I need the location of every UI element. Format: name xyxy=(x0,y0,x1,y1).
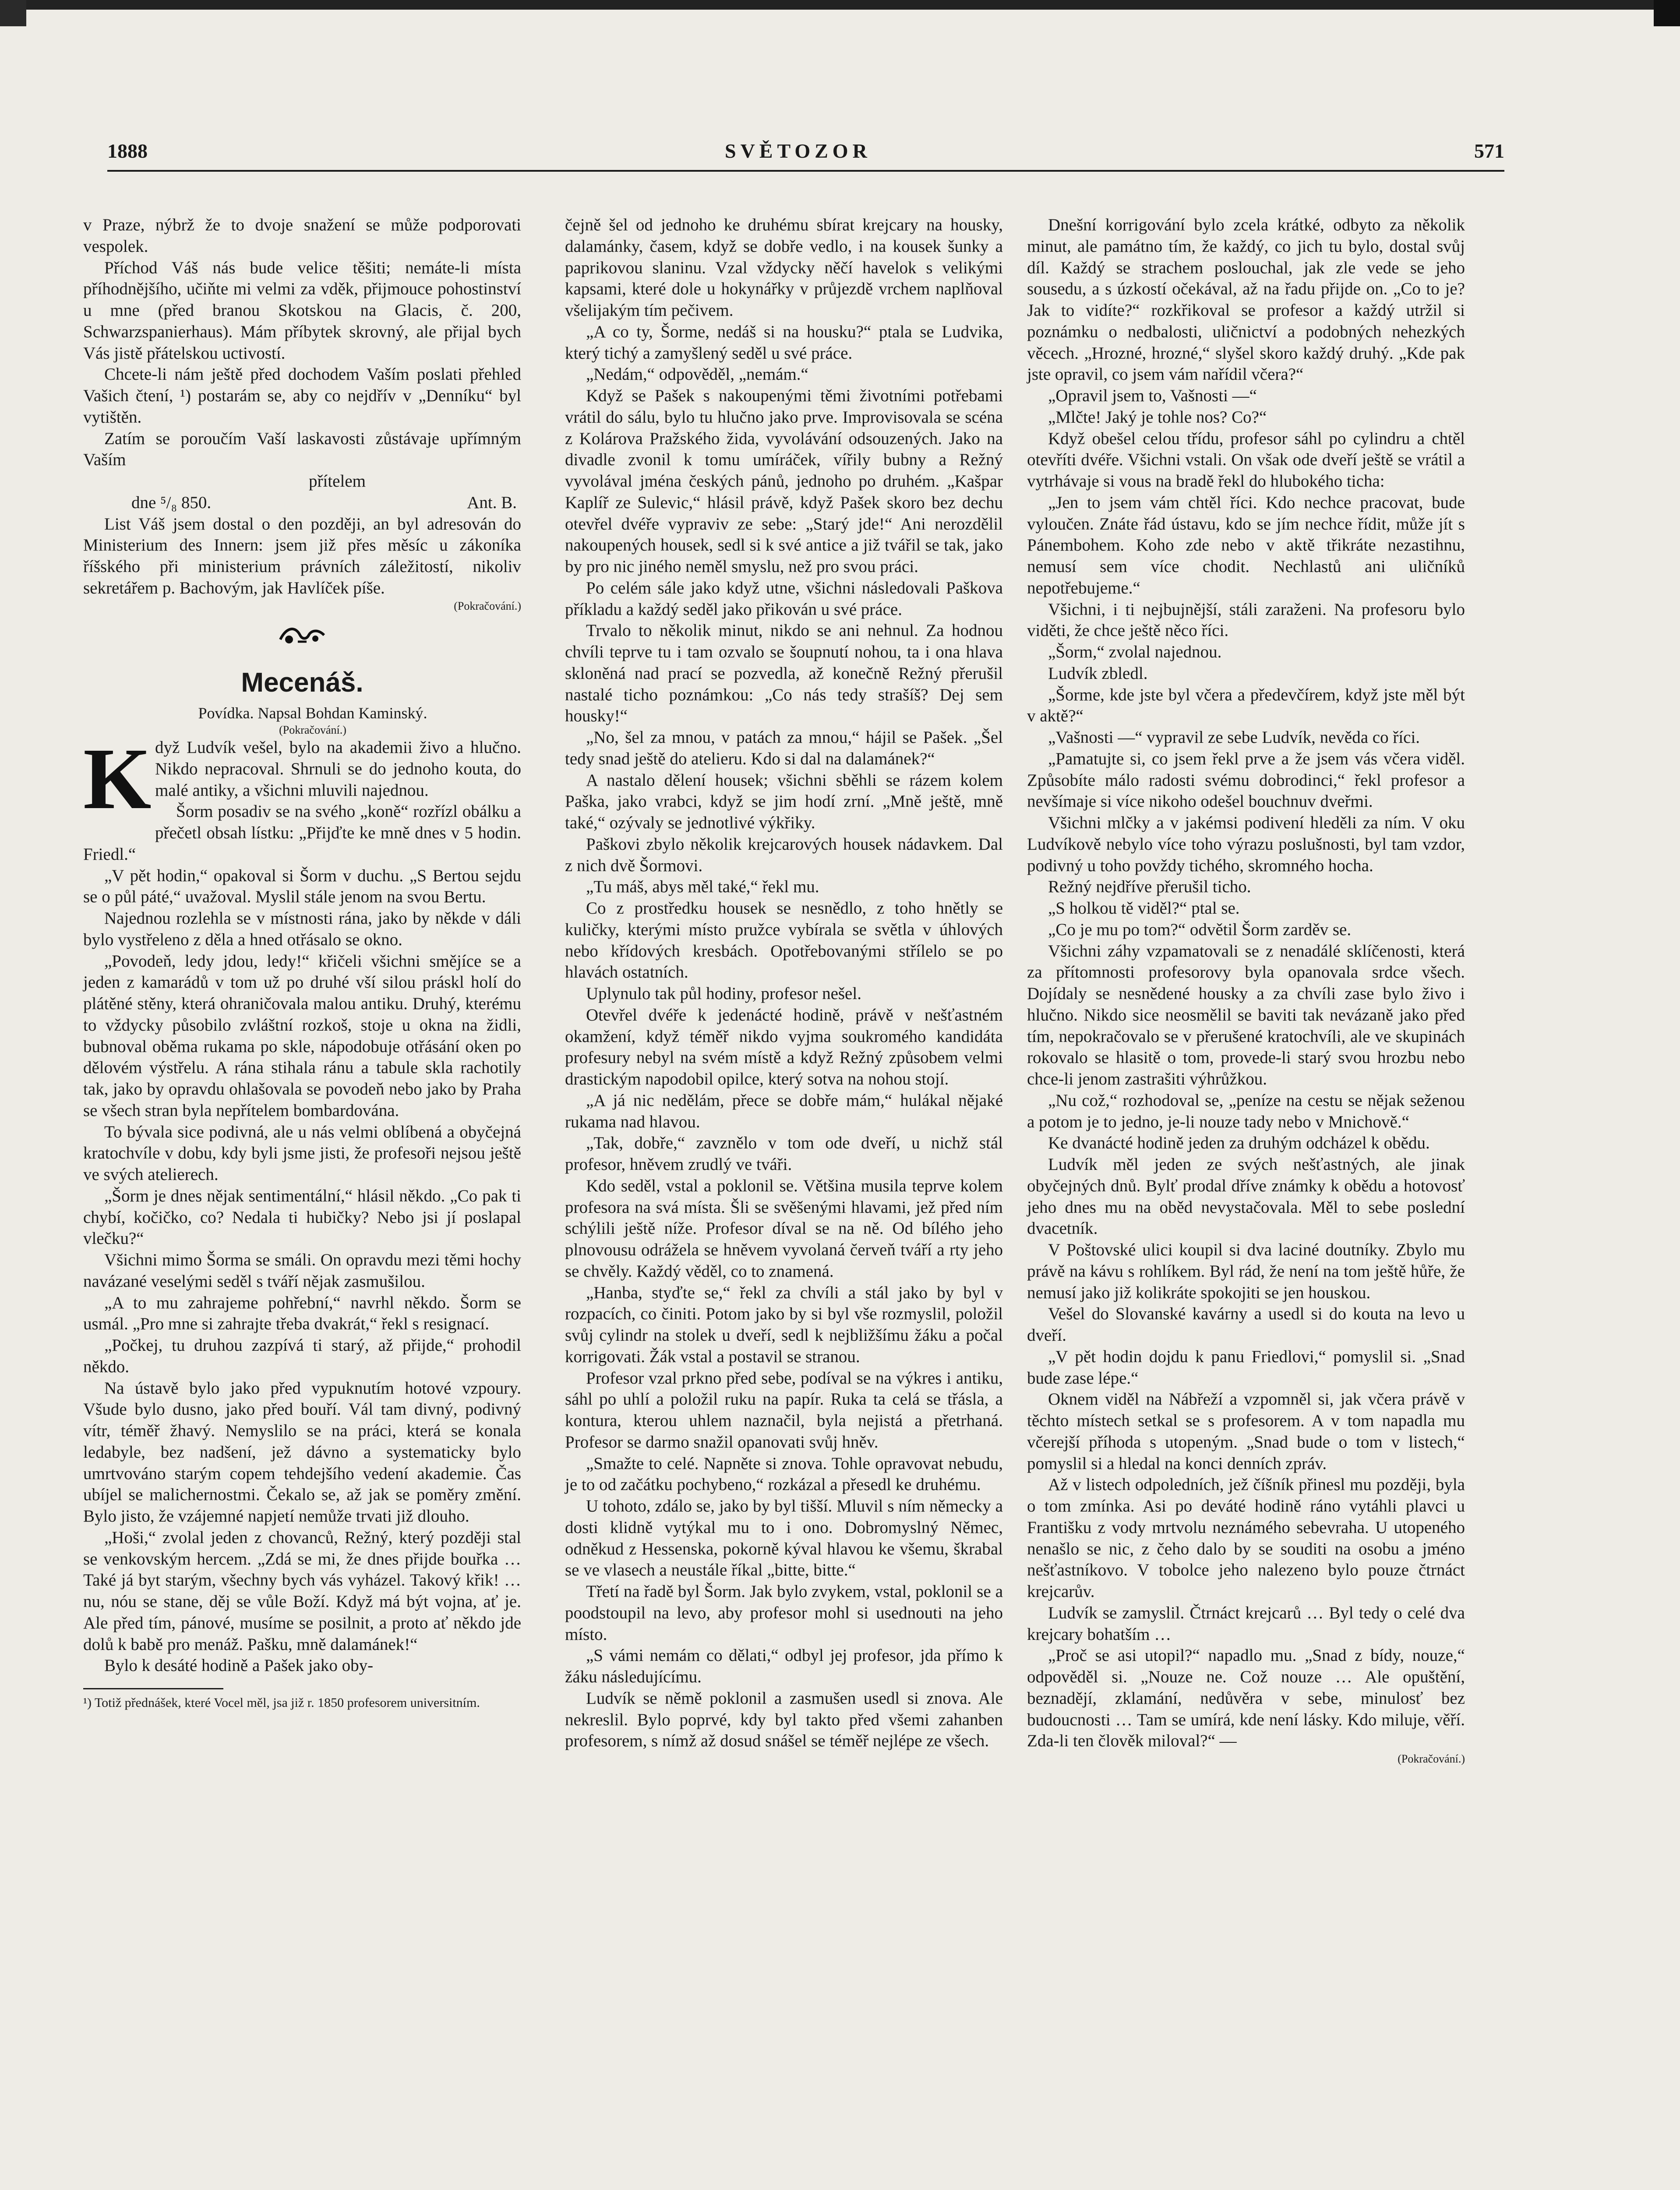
story-paragraph: „No, šel za mnou, v patách za mnou,“ hájil se Pašek. „Šel tedy snad ještě do atelieru. Kdo si dal na dalamánek?“ xyxy=(565,728,1003,768)
story-paragraph: Ludvík se němě poklonil a zasmušen usedl si znova. Ale nekreslil. Bylo poprvé, kdy byl takto před všemi zahanben profesorem, s nímž až dosud snášel se téměř nejlépe ze všech. xyxy=(565,1688,1003,1751)
story-paragraph: „Mlčte! Jaký je tohle nos? Co?“ xyxy=(1048,407,1267,427)
story-paragraph: „Počkej, tu druhou zazpívá ti starý, až přijde,“ prohodil někdo. xyxy=(83,1336,521,1376)
story-paragraph: „Jen to jsem vám chtěl říci. Kdo nechce pracovat, bude vyloučen. Znáte řád ústavu, kdo se jím nechce řídit, může jít s Pánembohem. Koho zde nebo v aktě třikráte nezastihnu, nemusí sem více chodit. Nechlastů ani uličníků nepotřebujeme.“ xyxy=(1027,493,1465,597)
journal-title: SVĚTOZOR xyxy=(725,140,872,162)
story-paragraph: U tohoto, zdálo se, jako by byl tišší. Mluvil s ním německy a dosti klidně vytýkal mu to i ono. Dobromyslný Němec, odněkud z Hessenska, pokorně kýval hlavou ke všemu, škrabal se ve vlasech a neustále říkal „bitte, bitte.“ xyxy=(565,1497,1003,1580)
story-paragraph: Kdo seděl, vstal a poklonil se. Většina musila teprve kolem profesora na svá místa. Šli se svěšenými hlavami, jež před ním schýlili ještě níže. Profesor díval se na ně. Od bílého jeho plnovousu odrážela se hněvem vyvolaná červeň tváří a rty jeho se chvěly. Každý věděl, co to znamená. xyxy=(565,1176,1003,1281)
scan-top-edge xyxy=(0,0,1680,10)
story-paragraph: „V pět hodin,“ opakoval si Šorm v duchu. „S Bertou sejdu se o půl páté,“ uvažoval. Myslil stále jenom na svou Bertu. xyxy=(83,866,521,907)
story-paragraph: Všichni, i ti nejbujnější, stáli zaraženi. Na profesoru bylo viděti, že chce ještě něco říci. xyxy=(1027,600,1465,640)
story-paragraph: Oknem viděl na Nábřeží a vzpomněl si, jak včera právě v těchto místech setkal se s profesorem. A v tom napadla mu včerejší příhoda s utopeným. „Snad bude o tom v listech,“ pomyslil si a hledal na konci denních zpráv. xyxy=(1027,1390,1465,1473)
story-paragraph: „Vašnosti —“ vypravil ze sebe Ludvík, nevěda co říci. xyxy=(1048,728,1420,747)
story-paragraph: Najednou rozlehla se v místnosti rána, jako by někde v dáli bylo vystřeleno z děla a hned otřásalo se okno. xyxy=(83,909,521,949)
story-paragraph: Když se Pašek s nakoupenými těmi životními potřebami vrátil do sálu, bylo tu hlučno jako prve. Improvisovala se scéna z Kolárova Pražského žida, vyvolávání odsouzených. Jako na divadle zvonil k tomu umíráček, vířily bubny a Režný vyvolával jména českých pánů, jednoho po druhém. „Kašpar Kaplíř ze Sulevic,“ hlásil právě, když Pašek skoro bez dechu otevřel dvéře vypraviv ze sebe: „Starý jde!“ Ani nerozdělil nakoupených housek, sedl si k své antice a již tvářil se tak, jako by pro nic jiného neměl smyslu, než pro svou práci. xyxy=(565,386,1003,576)
story-paragraph: Co z prostředku housek se nesnědlo, z toho hnětly se kuličky, kterými místo pružce vybírala se světla v úhlových nebo křídových kresbách. Opotřebovanými střílelo se po hlavách ostatních. xyxy=(565,899,1003,982)
letter-closing: přítelem xyxy=(309,472,366,491)
story-paragraph: „Pamatujte si, co jsem řekl prve a že jsem vás včera viděl. Způsobíte málo radosti svému dobrodinci,“ řekl profesor a nevšímaje si více nikoho odešel bouchnuv dveřmi. xyxy=(1027,749,1465,811)
story-paragraph: „A já nic nedělám, přece se dobře mám,“ hulákal nějaké rukama nad hlavou. xyxy=(565,1091,1003,1131)
letter-signature-line xyxy=(83,492,521,514)
story-title: Mecenáš. xyxy=(241,668,364,698)
story-paragraph: Trvalo to několik minut, nikdo se ani nehnul. Za hodnou chvíli teprve tu i tam ozvalo se šoupnutí nohou, ta i ona hlava skloněná nad prací se pozvedla, až konečně Režný přerušil nastalé ticho poznámkou: „Co nás tedy strašíš? Dej sem housky!“ xyxy=(565,621,1003,726)
letter-paragraph: Zatím se poroučím Vaší laskavosti zůstávaje upřímným Vaším xyxy=(83,429,521,470)
fleuron-ornament-icon xyxy=(83,622,521,653)
story-paragraph: Paškovi zbylo několik krejcarových housek nádavkem. Dal z nich dvě Šormovi. xyxy=(565,834,1003,875)
continuation-note: (Pokračování.) xyxy=(1398,1752,1465,1765)
story-paragraph: Vešel do Slovanské kavárny a usedl si do kouta na levo u dveří. xyxy=(1027,1304,1465,1345)
story-paragraph: Otevřel dvéře k jedenácté hodině, právě v nešťastném okamžení, když téměř nikdo vyjma soukromého kandidáta profesury nebyl na svém místě a když Režný způsobem velmi drastickým napodobil opilce, který sotva na nohou stojí. xyxy=(565,1005,1003,1088)
column-middle xyxy=(565,215,1003,1752)
story-paragraph: dyž Ludvík vešel, bylo na akademii živo a hlučno. Nikdo nepracoval. Shrnuli se do jednoho kouta, do malé antiky, a všichni mluvili najednou. xyxy=(155,738,521,800)
page-number: 571 xyxy=(1474,140,1504,162)
letter-paragraph: List Váš jsem dostal o den později, an byl adresován do Ministerium des Innern: jsem již přes měsíc u zákoníka říšského při ministerium právních záležitostí, nikoliv sekretářem p. Bachovým, jak Havlíček píše. xyxy=(83,514,521,597)
story-paragraph: „Hoši,“ zvolal jeden z chovanců, Režný, který později stal se venkovským hercem. „Zdá se mi, že dnes přijde bouřka … Také já byt starým, všechny bych vás vyházel. Takový křik! … nu, nóu se stane, děj se vůle Boží. Když má být vojna, ať je. Ale před tím, pánové, musíme se posilnit, a proto ať někdo jde dolů k babě pro menáž. Pašku, mně dalamánek!“ xyxy=(83,1528,521,1654)
drop-cap: K xyxy=(83,731,152,827)
story-paragraph: „Nedám,“ odpověděl, „nemám.“ xyxy=(586,365,808,384)
story-paragraph: To bývala sice podivná, ale u nás velmi oblíbená a obyčejná kratochvíle v dobu, kdy byli jsme jisti, že profesoři nejsou ještě ve svých atelierech. xyxy=(83,1122,521,1184)
story-paragraph: Ludvík měl jeden ze svých nešťastných, ale jinak obyčejných dnů. Bylť prodal dříve známky k obědu a hotovosť jeho dnes mu na oběd nevystačovala. Měl to sebe poslední dvacetník. xyxy=(1027,1155,1465,1238)
story-paragraph: V Poštovské ulici koupil si dva laciné doutníky. Zbylo mu právě na kávu s rohlíkem. Byl rád, že není na tom ještě hůře, že nemusí jako již kolikráte spokojiti se jen houskou. xyxy=(1027,1240,1465,1302)
footnote: ¹) Totiž přednášek, které Vocel měl, jsa již r. 1850 profesorem universitním. xyxy=(83,1695,480,1710)
story-paragraph: „V pět hodin dojdu k panu Friedlovi,“ pomyslil si. „Snad bude zase lépe.“ xyxy=(1027,1347,1465,1388)
story-paragraph: Po celém sále jako když utne, všichni následovali Paškova příkladu a každý seděl jako přikován u své práce. xyxy=(565,578,1003,619)
story-paragraph: Všichni záhy vzpamatovali se z nenadálé sklíčenosti, která za přítomnosti profesorovy byla opanovala srdce všech. Dojídaly se nesnědené housky a za chvíli zase bylo živo i hlučno. Nikdo sice neosmělil se baviti tak nevázaně jako před tím, nepokračovalo se v přerušené kratochvíli, ale ve skupinách rokovalo se hlasitě o tom, provede-li starý svou hrozbu nebo chce-li jenom zastrašiti výhrůžkou. xyxy=(1027,941,1465,1088)
story-paragraph: Šorm posadiv se na svého „koně“ rozřízl obálku a přečetl obsah lístku: „Přijďte ke mně dnes v 5 hodin. Friedl.“ xyxy=(83,802,521,864)
story-paragraph: Dnešní korrigování bylo zcela krátké, odbyto za několik minut, ale památno tím, že každý, co jich tu bylo, dostal svůj díl. Každý se strachem poslouchal, jak zle vede se jeho sousedu, a s úzkostí očekával, až na řadu přijde on. „Co to je? Jak to vidíte?“ rozkřikoval se profesor a každý utržil si poznámku o nedbalosti, uličnictví a podobných nehezkých věcech. „Hrozné, hrozné,“ slyšel skoro každý druhý. „Kde pak jste opravil, co jsem vám nařídil včera?“ xyxy=(1027,215,1465,384)
column-right xyxy=(1027,215,1465,1766)
letter-signature: Ant. B. xyxy=(467,493,517,512)
story-paragraph: „Povodeň, ledy jdou, ledy!“ křičeli všichni smějíce se a jeden z kamarádů v tom už po druhé vší silou práskl holí do plátěné stěny, která ohraničovala malou antiku. Druhý, kterému to vždycky působilo zvláštní rozkoš, stoje u okna na židli, bubnoval oběma rukama po skle, nápodobuje otřásání oken po dělovém výstřelu. A rána stihala ránu a tabule skla rachotily tak, jako by opravdu ohlašovala se povodeň nebo jako by Praha se všech stran byla nepřítelem bombardována. xyxy=(83,951,521,1120)
story-paragraph: „Šorm je dnes nějak sentimentální,“ hlásil někdo. „Co pak ti chybí, kočičko, co? Nedala ti hubičky? Nebo jsi jí poslapal vlečku?“ xyxy=(83,1186,521,1248)
header-rule xyxy=(107,170,1504,172)
running-head xyxy=(107,139,1504,170)
story-paragraph: Třetí na řadě byl Šorm. Jak bylo zvykem, vstal, poklonil se a poodstoupil na levo, aby profesor mohl si usednouti na jeho místo. xyxy=(565,1582,1003,1644)
story-paragraph: „Tu máš, abys měl také,“ řekl mu. xyxy=(586,877,819,897)
column-left xyxy=(83,215,521,1711)
letter-paragraph: Příchod Váš nás bude velice těšiti; nemáte-li místa příhodnějšího, učiňte mi velmi za vděk, přijmouce pohostinství u mne (před branou Skotskou na Glacis, č. 200, Schwarzspanierhaus). Mám příbytek skrovný, ale přijal bych Vás jistě přátelskou uctivostí. xyxy=(83,258,521,363)
story-paragraph: „Smažte to celé. Napněte si znova. Tohle opravovat nebudu, je to od začátku pochybeno,“ rozkázal a přesedl ke druhému. xyxy=(565,1454,1003,1494)
story-paragraph: „Hanba, styďte se,“ řekl za chvíli a stál jako by byl v rozpacích, co činiti. Potom jako by si byl vše rozmyslil, položil svůj cylindr na stolek u dveří, sedl k nejbližšímu žáku a počal korrigovati. Žák vstal a postavil se stranou. xyxy=(565,1283,1003,1366)
story-paragraph: „A to mu zahrajeme pohřební,“ navrhl někdo. Šorm se usmál. „Pro mne si zahrajte třeba dvakrát,“ řekl s resignací. xyxy=(83,1293,521,1334)
story-subtitle: Povídka. Napsal Bohdan Kaminský. xyxy=(198,704,427,722)
story-paragraph: „Proč se asi utopil?“ napadlo mu. „Snad z bídy, nouze,“ odpověděl si. „Nouze ne. Což nouze … Ale opuštění, beznadějí, zklamání, nedůvěra v sebe, minulosť bez budoucnosti … Tam se umírá, kde není lásky. Kdo miluje, věří. Zda-li ten člověk miloval?“ — xyxy=(1027,1646,1465,1751)
story-paragraph: „A co ty, Šorme, nedáš si na housku?“ ptala se Ludvika, který tichý a zamyšlený seděl u své práce. xyxy=(565,322,1003,363)
story-paragraph: „S holkou tě viděl?“ ptal se. xyxy=(1048,899,1240,918)
letter-date: dne ⁵/₈ 850. xyxy=(131,493,212,512)
story-paragraph: „Opravil jsem to, Vašnosti —“ xyxy=(1048,386,1257,405)
story-paragraph: Na ústavě bylo jako před vypuknutím hotové vzpoury. Všude bylo dusno, jako před bouří. Vál tam divný, podivný vítr, téměř žhavý. Nemyslilo se na práci, která se konala ledabyle, bez nadšení, jež dávno a systematicky bylo umrtvováno starým copem tehdejšího vedení akademie. Čas ubíjel se malichernostmi. Čekalo se, až jak se poměry změní. Bylo jisto, že vzájemné napjetí nemůže trvati již dlouho. xyxy=(83,1378,521,1526)
story-paragraph: „Nu což,“ rozhodoval se, „peníze na cestu se nějak seženou a potom je to jedno, je-li nouze tady nebo v Mnichově.“ xyxy=(1027,1091,1465,1131)
page-year: 1888 xyxy=(107,140,148,162)
scan-corner-left xyxy=(0,0,26,26)
story-paragraph: čejně šel od jednoho ke druhému sbírat krejcary na housky, dalamánky, časem, když se dobře vedlo, i na kousek šunky a paprikovou slaninu. Vzal vždycky něčí havelok s velikými kapsami, které dole u hokynářky v průjezdě vrchem naplňoval všelijakým tím pečivem. xyxy=(565,215,1003,320)
story-paragraph: „Tak, dobře,“ zavznělo v tom ode dveří, u nichž stál profesor, hněvem zrudlý ve tváři. xyxy=(565,1134,1003,1174)
story-paragraph: „S vámi nemám co dělati,“ odbyl jej profesor, jda přímo k žáku následujícímu. xyxy=(565,1646,1003,1686)
story-paragraph: Bylo k desáté hodině a Pašek jako oby- xyxy=(104,1656,374,1675)
story-paragraph: Profesor vzal prkno před sebe, podíval se na výkres i antiku, sáhl po uhlí a položil ruku na papír. Ruka ta celá se třásla, a kontura, kterou uhlem naznačil, byla nejistá a přetrhaná. Profesor se darmo snažil opanovati svůj hněv. xyxy=(565,1368,1003,1452)
story-paragraph: Všichni mlčky a v jakémsi podivení hleděli za ním. V oku Ludvíkově nebylo více toho výrazu poslušnosti, byl tam vzdor, podivný u toho povždy tichého, skromného hocha. xyxy=(1027,813,1465,875)
story-paragraph: „Šorme, kde jste byl včera a předevčírem, když jste měl být v aktě?“ xyxy=(1027,685,1465,726)
scan-corner-right xyxy=(1654,0,1680,26)
letter-paragraph: v Praze, nýbrž že to dvoje snažení se může podporovati vespolek. xyxy=(83,215,521,256)
story-paragraph: Ludvík zbledl. xyxy=(1048,664,1148,683)
story-continuation-note: (Pokračování.) xyxy=(279,723,346,736)
story-paragraph: A nastalo dělení housek; všichni sběhli se rázem kolem Paška, jako vrabci, když se jim hodí zrní. „Mně ještě, mně také,“ ozývaly se jednotlivé výkřiky. xyxy=(565,770,1003,832)
letter-paragraph: Chcete-li nám ještě před dochodem Vaším poslati přehled Vašich čtení, ¹) postarám se, aby co nejdřív v „Denníku“ byl vytištěn. xyxy=(83,365,521,427)
story-paragraph: „Co je mu po tom?“ odvětil Šorm zarděv se. xyxy=(1048,920,1352,939)
story-paragraph: Ke dvanácté hodině jeden za druhým odcházel k obědu. xyxy=(1048,1134,1430,1153)
story-paragraph: Když obešel celou třídu, profesor sáhl po cylindru a chtěl otevříti dvéře. Všichni vstali. On však ode dveří ještě se vrátil a vytrhávaje si vous na bradě řekl do hlubokého ticha: xyxy=(1027,429,1465,491)
story-paragraph: Až v listech odpoledních, jež číšník přinesl mu později, byla o tom zmínka. Asi po deváté hodině ráno vytáhli plavci u Františku z vody mrtvolu neznámého sebevraha. U utopeného nenašlo se nic, z čeho dalo by se souditi na osobu a jméno nešťastníkovo. V tobolce jeho nalezeno bylo pouze čtrnáct krejcarův. xyxy=(1027,1475,1465,1601)
story-paragraph: Ludvík se zamyslil. Čtrnáct krejcarů … Byl tedy o celé dva krejcary bohatším … xyxy=(1027,1603,1465,1644)
story-paragraph: Všichni mimo Šorma se smáli. On opravdu mezi těmi hochy navázané veselými seděl s tváří nějak zasmušilou. xyxy=(83,1250,521,1291)
story-paragraph: Uplynulo tak půl hodiny, profesor nešel. xyxy=(586,984,861,1003)
continuation-note: (Pokračování.) xyxy=(454,599,521,612)
story-paragraph: Režný nejdříve přerušil ticho. xyxy=(1048,877,1251,897)
footnote-rule xyxy=(83,1688,223,1689)
story-paragraph: „Šorm,“ zvolal najednou. xyxy=(1048,643,1222,661)
